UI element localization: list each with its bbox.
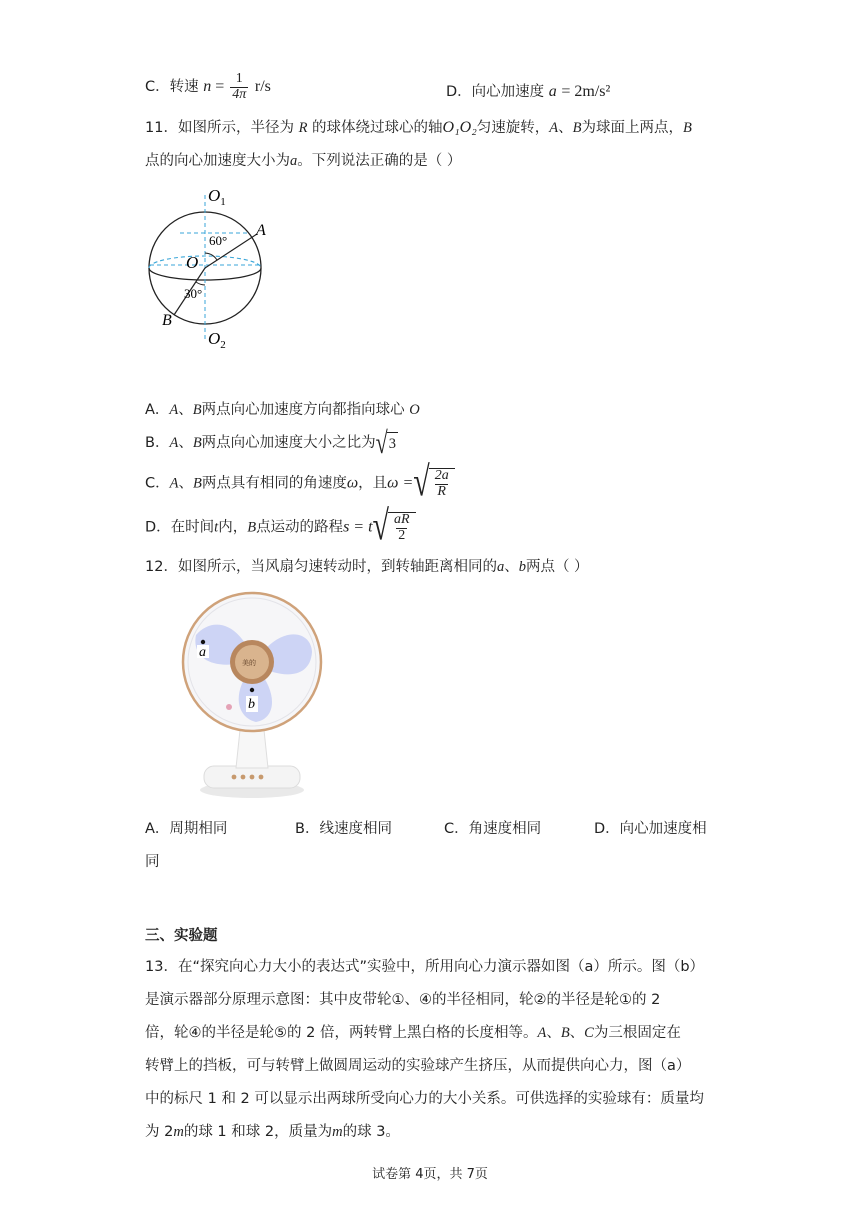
fan-decor [226, 704, 232, 710]
q12-option-b: B．线速度相同 [295, 821, 392, 837]
angle-arc-30 [196, 282, 205, 285]
q13-line2: 是演示器部分原理示意图：其中皮带轮①、④的半径相同，轮②的半径是轮①的 2 [145, 992, 661, 1008]
q10-option-c: C．转速 n = $\frac{1}{4\pi}$ r/s [145, 71, 271, 102]
page-footer: 试卷第 4页，共 7页 [372, 1167, 488, 1182]
q13-line5: 中的标尺 1 和 2 可以显示出两球所受向心力的大小关系。可供选择的实验球有：质量均 [145, 1091, 704, 1107]
q13-line6: 为 2m的球 1 和球 2，质量为m的球 3。 [145, 1124, 400, 1140]
q12-option-a: A．周期相同 [145, 821, 228, 837]
sqrt-3: √ 3 [375, 424, 396, 460]
q12-option-d: D．向心加速度相 [594, 821, 707, 837]
q11-stem-line1: 11．如图所示，半径为 R 的球体绕过球心的轴O₁O₂匀速旋转，A、B为球面上两点，B [145, 119, 692, 136]
label-a: A [256, 222, 266, 239]
fan-label-a: a [199, 645, 206, 660]
label-o1: $O_1$ [208, 186, 226, 208]
section-title: 三、实验题 [145, 928, 218, 944]
q12-option-c: C．角速度相同 [444, 821, 542, 837]
q13-line4: 转臂上的挡板，可与转臂上做圆周运动的实验球产生挤压，从而提供向心力，图（a） [145, 1058, 691, 1074]
label-o2: $O_2$ [208, 329, 226, 350]
q12-stem: 12．如图所示，当风扇匀速转动时，到转轴距离相同的a、b两点（ ） [145, 559, 589, 575]
fan-button [259, 775, 264, 780]
fan-image [176, 590, 326, 802]
q13-line1: 13．在“探究向心力大小的表达式”实验中，所用向心力演示器如图（a）所示。图（b） [145, 959, 705, 975]
label-o: O [186, 253, 199, 272]
q11-option-b: B．A、B两点向心加速度大小之比为 √ 3 [145, 424, 396, 460]
fan-brand-logo: 美的 [242, 659, 256, 667]
fan-label-b: b [248, 697, 255, 712]
q10-fraction: $\frac{1}{4\pi}$ [232, 71, 247, 102]
fan-point-b-dot [250, 688, 254, 692]
q11-option-d: D．在时间t内，B点运动的路程s = t √ $\frac{aR}{2}$ [145, 512, 416, 543]
q13-line3: 倍，轮④的半径是轮⑤的 2 倍，两转臂上黑白格的长度相等。A、B、C为三根固定在 [145, 1025, 681, 1041]
label-angle-60: 60° [209, 233, 228, 248]
fan-point-a-dot [201, 640, 205, 644]
sqrt-ar-over-2: √ $\frac{aR}{2}$ [373, 512, 416, 543]
q11-stem-line2: 点的向心加速度大小为a。下列说法正确的是（ ） [145, 153, 462, 169]
sphere-diagram [140, 185, 275, 350]
q11-option-a: A．A、B两点向心加速度方向都指向球心 O [145, 402, 420, 418]
q11-option-c: C．A、B两点具有相同的角速度ω，且ω = √ $\frac{2a}{R}$ [145, 468, 455, 499]
q12-option-d-wrap: 同 [145, 854, 160, 870]
fan-stand [236, 726, 268, 768]
label-angle-30: 30° [184, 286, 203, 301]
q10-option-d: D．向心加速度 a = 2m/s² [446, 83, 611, 100]
fan-button [241, 775, 246, 780]
fan-button [232, 775, 237, 780]
fan-button [250, 775, 255, 780]
sqrt-2a-over-r: √ $\frac{2a}{R}$ [413, 468, 454, 499]
label-b: B [162, 312, 172, 329]
